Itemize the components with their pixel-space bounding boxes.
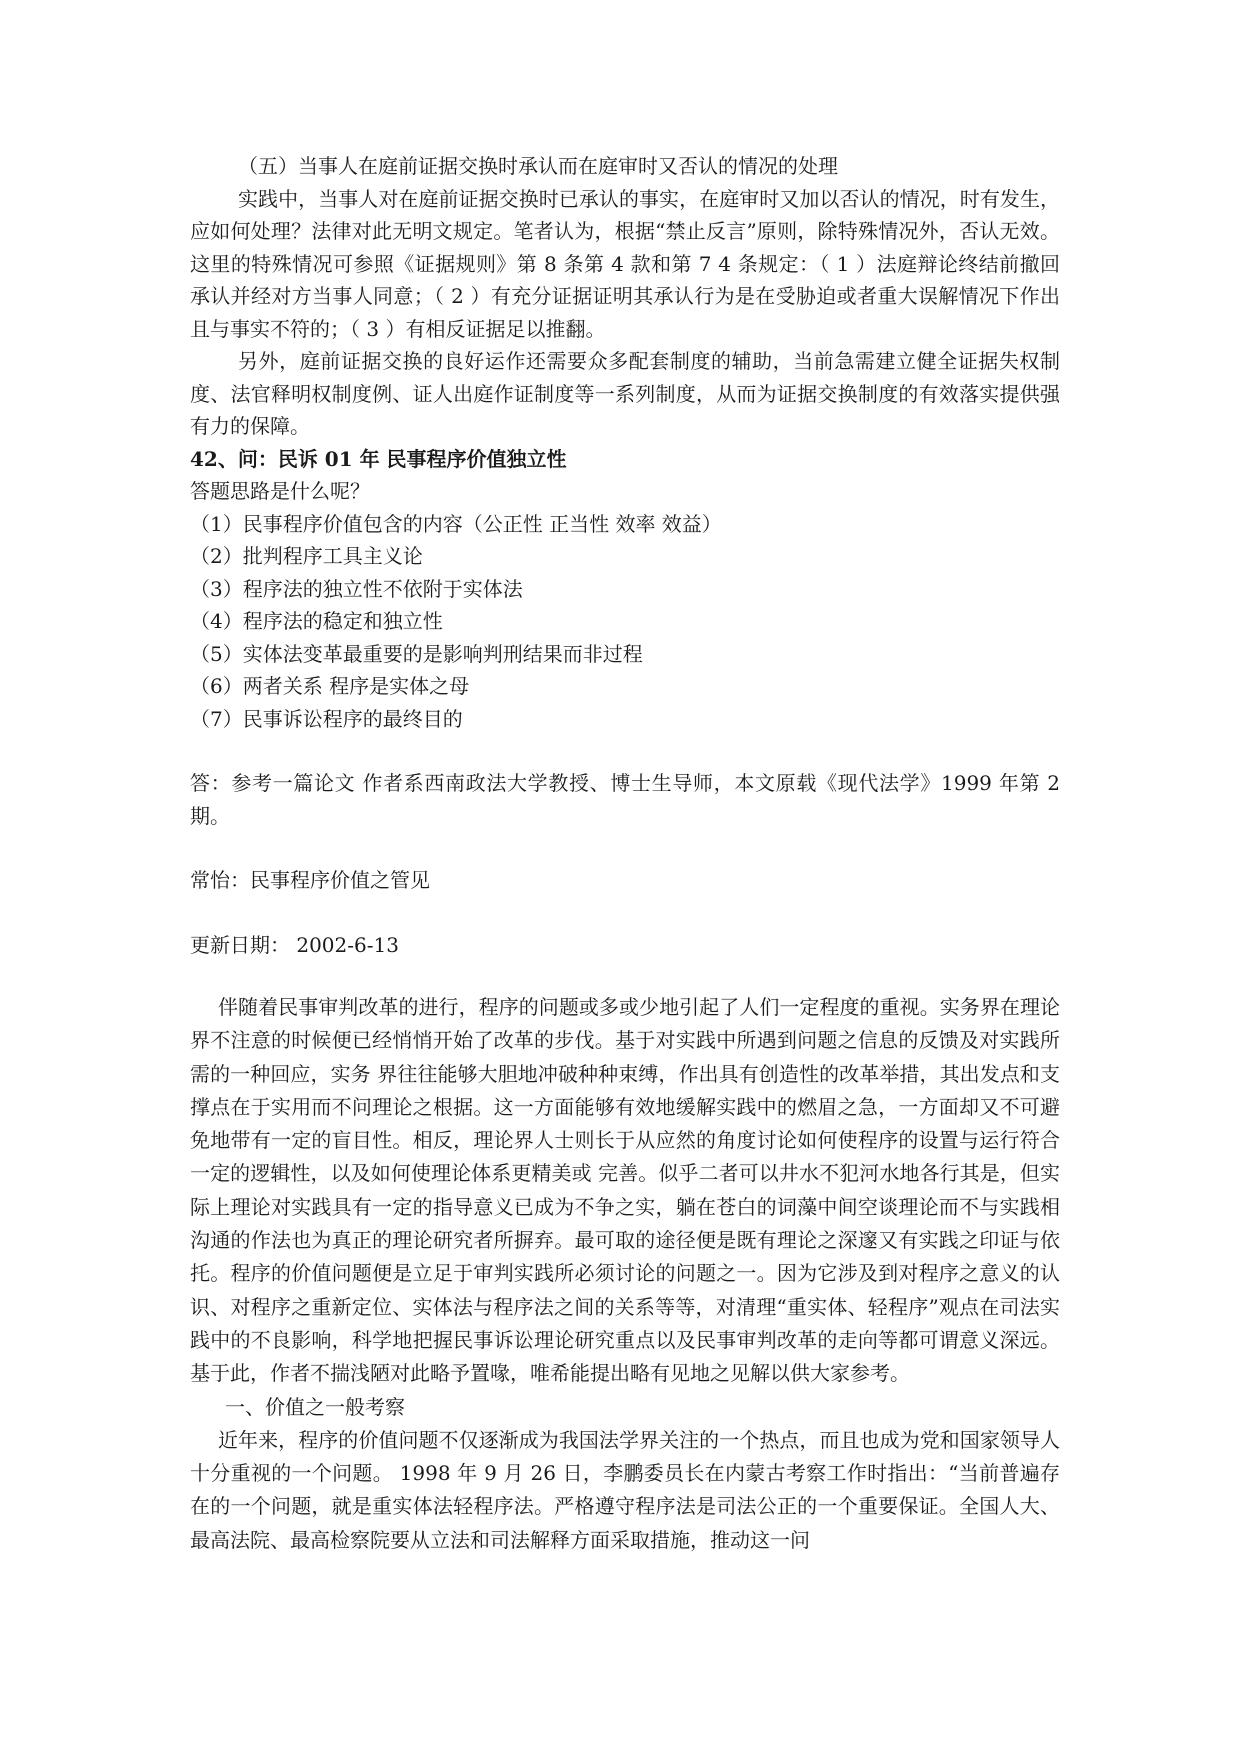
answer-point: （1）民事程序价值包含的内容（公正性 正当性 效率 效益） [190,511,722,536]
article-section-heading: 一、价值之一般考察 [225,1394,405,1419]
paragraph: 实践中，当事人对在庭前证据交换时已承认的事实，在庭审时又加以否认的情况，时有发生，应如何处理？法律对此无明文规定。笔者认为，根据“禁止反言”原则，除特殊情况外，否认无效。这里的特殊情况可参照《证据规则》第 8 条第 4 款和第 7 4 条规定：（ 1 ）法庭辩论终结前撤回承认并经对方当事人同意；（ 2 ）有充分证据证明其承认行为是在受胁迫或者重大误解情况下作出且与事实不符的；（ 3 ）有相反证据足以推翻。 [190,186,1060,341]
article-body: 近年来，程序的价值问题不仅逐渐成为我国法学界关注的一个热点，而且也成为党和国家领导人十分重视的一个问题。 1998 年 9 月 26 日，李鹏委员长在内蒙古考察工作时指出：“当前普遍存在的一个问题，就是重实体法轻程序法。严格遵守程序法是司法公正的一个重要保证。全国人大、最高法院、最高检察院要从立法和司法解释方面采取措施，推动这一问 [190,1427,1060,1552]
answer-point: （4）程序法的稳定和独立性 [190,609,443,633]
article-title: 常怡：民事程序价值之管见 [190,868,430,892]
spacer [190,897,1060,929]
spacer [190,961,1060,991]
article-body: 伴随着民事审判改革的进行，程序的问题或多或少地引起了人们一定程度的重视。实务界在理论界不注意的时候便已经悄悄开始了改革的步伐。基于对实践中所遇到问题之信息的反馈及对实践所需的一种回应，实务 界往往能够大胆地冲破种种束缚，作出具有创造性的改革举措，其出发点和支撑点在于实用而不问理论之根据。这一方面能够有效地缓解实践中的燃眉之急，一方面却又不可避免地带有一定的盲目性。相反，理论界人士则长于从应然的角度讨论如何使程序的设置与运行符合一定的逻辑性，以及如何使理论体系更精美或 完善。似乎二者可以井水不犯河水地各行其是，但实际上理论对实践具有一定的指导意义已成为不争之实，躺在苍白的词藻中间空谈理论而不与实践相沟通的作法也为真正的理论研究者所摒弃。最可取的途径便是既有理论之深邃又有实践之印证与依托。程序的价值问题便是立足于审判实践所必须讨论的问题之一。因为它涉及到对程序之意义的认识、对程序之重新定位、实体法与程序法之间的关系等等，对清理“重实体、轻程序”观点在司法实践中的不良影响，科学地把握民事诉讼理论研究重点以及民事审判改革的走向等都可谓意义深远。基于此，作者不揣浅陋对此略予置喙，唯希能提出略有见地之见解以供大家参考。 [190,995,1060,1386]
spacer [190,735,1060,767]
question-prompt: 答题思路是什么呢？ [190,479,370,503]
answer-point: （2）批判程序工具主义论 [190,544,423,568]
question-title: 42、问：民诉 01 年 民事程序价值独立性 [190,446,567,471]
answer-point: （7）民事诉讼程序的最终目的 [190,706,463,731]
answer-point: （6）两者关系 程序是实体之母 [190,674,470,698]
update-date: 更新日期： 2002-6-13 [190,932,399,957]
answer-intro: 答：参考一篇论文 作者系西南政法大学教授、博士生导师，本文原载《现代法学》1999 年第 2 期。 [190,771,1060,828]
section-heading: （五）当事人在庭前证据交换时承认而在庭审时又否认的情况的处理 [238,154,838,178]
spacer [190,832,1060,864]
paragraph: 另外，庭前证据交换的良好运作还需要众多配套制度的辅助，当前急需建立健全证据失权制度、法官释明权制度例、证人出庭作证制度等一系列制度，从而为证据交换制度的有效落实提供强有力的保障。 [190,349,1060,438]
document-page [190,150,1060,1557]
answer-point: （3）程序法的独立性不依附于实体法 [190,576,523,601]
answer-point: （5）实体法变革最重要的是影响判刑结果而非过程 [190,641,643,666]
